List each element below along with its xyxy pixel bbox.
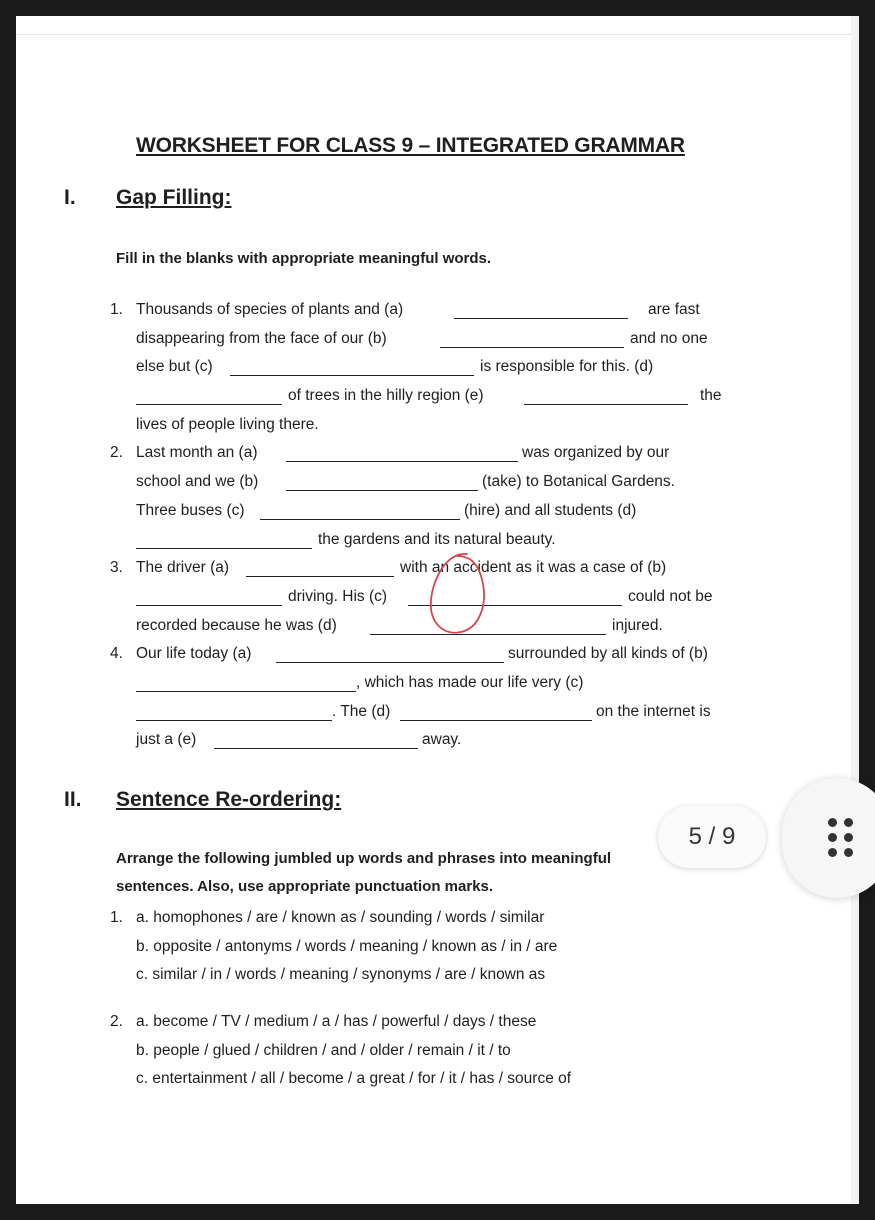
r1-item: b. opposite / antonyms / words / meaning / known as / in / are <box>136 937 558 955</box>
blank-field[interactable] <box>370 634 606 635</box>
q4-text: Our life today (a) <box>136 645 252 663</box>
blank-field[interactable] <box>246 576 394 577</box>
blank-field[interactable] <box>286 490 478 491</box>
q4-text: , which has made our life very (c) <box>356 673 584 691</box>
r1-item: a. homophones / are / known as / sounding / words / similar <box>136 909 545 926</box>
page-indicator[interactable]: 5 / 9 <box>658 806 766 868</box>
grid-menu-button[interactable] <box>782 778 875 898</box>
top-divider <box>16 34 859 35</box>
blank-field[interactable] <box>214 748 418 749</box>
blank-field[interactable] <box>136 691 356 692</box>
q3-text: The driver (a) <box>136 559 230 577</box>
red-circle-annotation <box>427 550 487 636</box>
blank-field[interactable] <box>276 662 504 663</box>
q3-number: 3. <box>110 559 123 577</box>
blank-field[interactable] <box>136 720 332 721</box>
section2-heading: Sentence Re-ordering: <box>116 788 342 811</box>
q2-text: the gardens and its natural beauty. <box>318 530 556 548</box>
q1-text: are fast <box>648 301 700 318</box>
q2-number: 2. <box>110 444 123 462</box>
blank-field[interactable] <box>260 519 460 520</box>
q2-text: school and we (b) <box>136 473 259 491</box>
page-scrollbar[interactable] <box>851 16 859 1204</box>
r2-item: a. become / TV / medium / a / has / powerful / days / these <box>136 1013 537 1030</box>
q1-text: Thousands of species of plants and (a) <box>136 301 404 318</box>
section1-heading: Gap Filling: <box>116 186 232 209</box>
section2-instruction-line2: sentences. Also, use appropriate punctuation marks. <box>116 878 494 895</box>
q2-text: Three buses (c) <box>136 501 245 519</box>
q4-text: surrounded by all kinds of (b) <box>508 645 708 663</box>
q4-text: . The (d) <box>332 702 391 720</box>
blank-field[interactable] <box>524 404 688 405</box>
section2-numeral: II. <box>64 788 82 811</box>
q3-text: injured. <box>612 616 663 634</box>
q2-text: Last month an (a) <box>136 444 258 462</box>
r1-number: 1. <box>110 909 123 926</box>
section2-instruction-line1: Arrange the following jumbled up words and phrases into meaningful <box>116 850 612 867</box>
q4-text: away. <box>422 731 462 749</box>
q1-text: is responsible for this. (d) <box>480 358 654 376</box>
r2-item: b. people / glued / children / and / older / remain / it / to <box>136 1041 511 1059</box>
worksheet-title: WORKSHEET FOR CLASS 9 – INTEGRATED GRAMMAR <box>136 134 685 157</box>
blank-field[interactable] <box>440 347 624 348</box>
blank-field[interactable] <box>454 318 628 319</box>
section1-numeral: I. <box>64 186 76 209</box>
q3-text: recorded because he was (d) <box>136 616 337 634</box>
q2-text: (hire) and all students (d) <box>464 501 637 519</box>
q1-number: 1. <box>110 301 123 318</box>
q3-text: with an accident as it was a case of (b) <box>400 559 667 577</box>
q1-text: the <box>700 387 722 405</box>
q1-text: of trees in the hilly region (e) <box>288 387 484 405</box>
q2-text: was organized by our <box>522 444 670 462</box>
q1-text: else but (c) <box>136 358 213 376</box>
q1-text: lives of people living there. <box>136 415 319 433</box>
q2-text: (take) to Botanical Gardens. <box>482 473 675 491</box>
blank-field[interactable] <box>136 605 282 606</box>
q1-text: and no one <box>630 329 708 347</box>
q3-text: could not be <box>628 587 713 605</box>
section1-instruction: Fill in the blanks with appropriate meaningful words. <box>116 250 492 267</box>
r1-item: c. similar / in / words / meaning / synonyms / are / known as <box>136 966 546 984</box>
q3-text: driving. His (c) <box>288 587 388 605</box>
r2-item: c. entertainment / all / become / a great / for / it / has / source of <box>136 1070 572 1088</box>
q1-text: disappearing from the face of our (b) <box>136 329 387 347</box>
blank-field[interactable] <box>136 404 282 405</box>
q4-number: 4. <box>110 645 123 663</box>
q4-text: on the internet is <box>596 702 711 720</box>
r2-number: 2. <box>110 1013 123 1030</box>
blank-field[interactable] <box>136 548 312 549</box>
blank-field[interactable] <box>400 720 592 721</box>
blank-field[interactable] <box>230 375 474 376</box>
q4-text: just a (e) <box>136 731 197 749</box>
blank-field[interactable] <box>286 461 518 462</box>
document-page <box>16 16 859 1204</box>
